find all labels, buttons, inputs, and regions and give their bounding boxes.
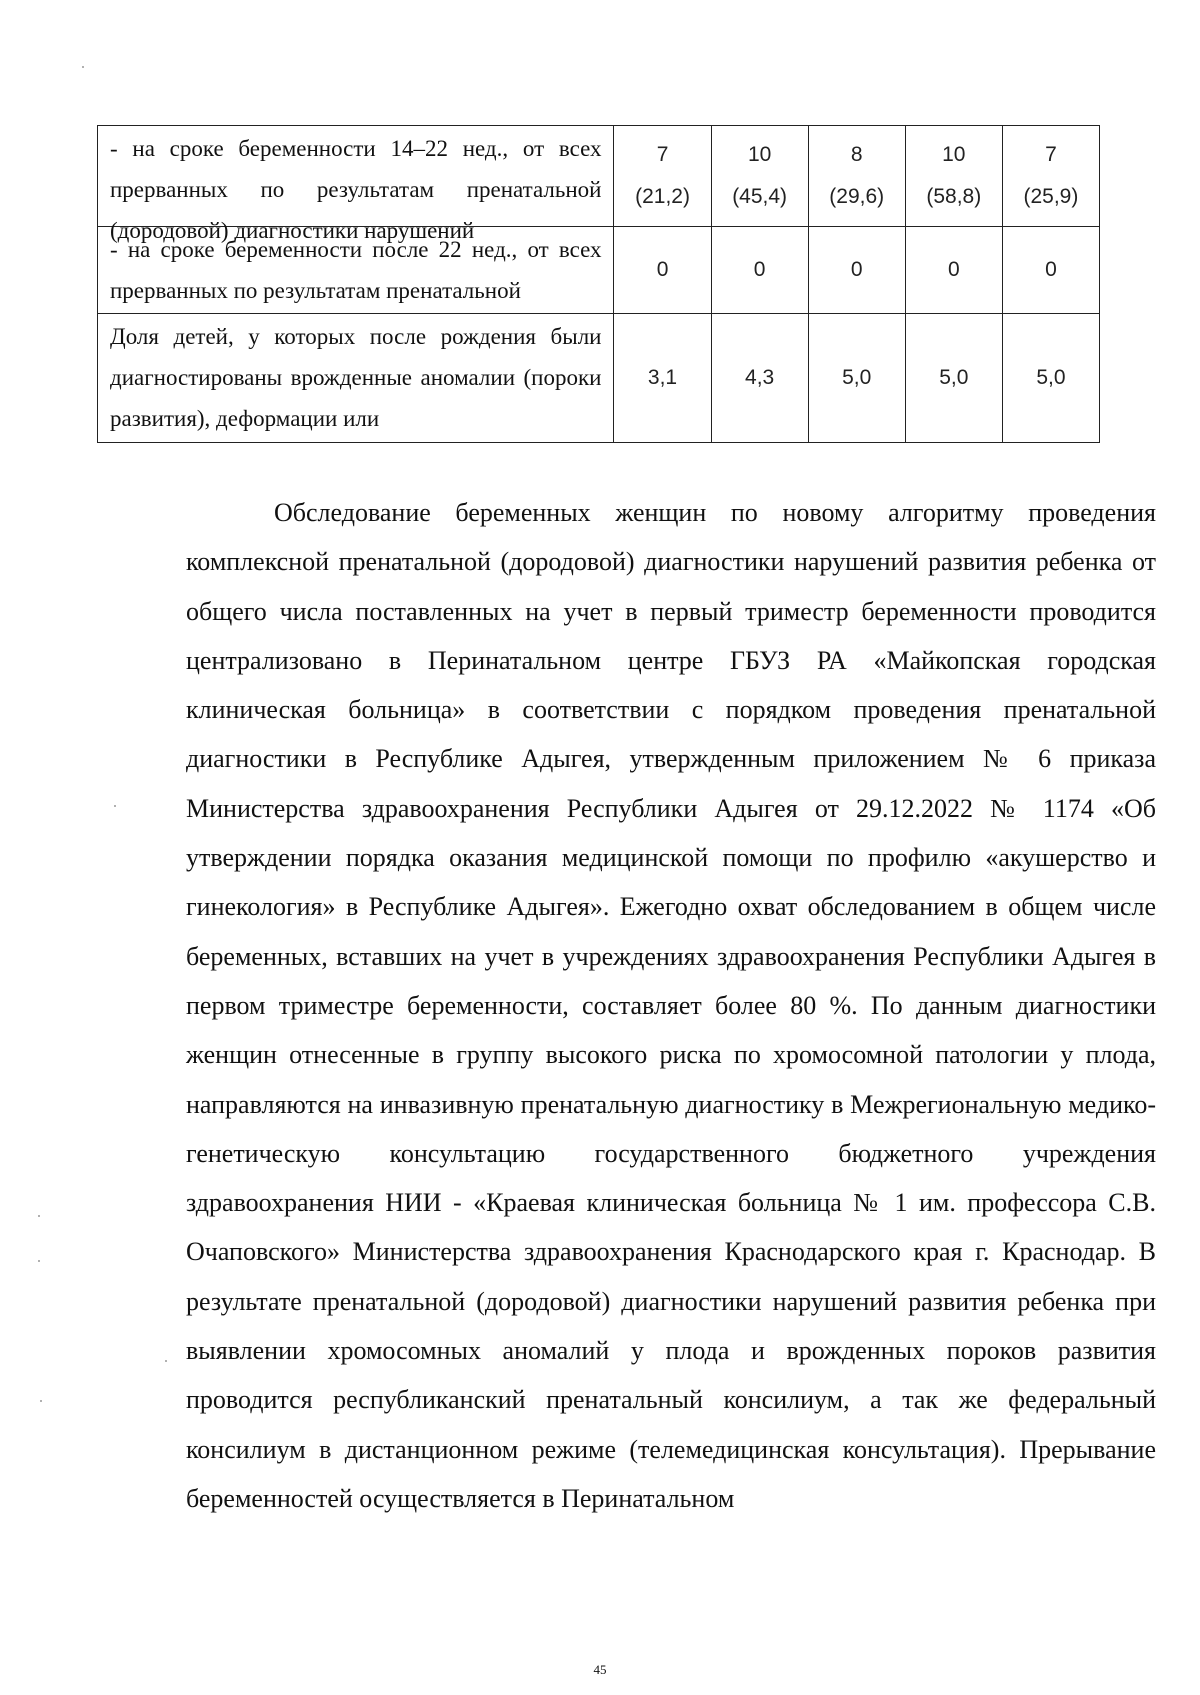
scan-speck bbox=[38, 1215, 40, 1217]
value-cell bbox=[808, 126, 905, 227]
body-text bbox=[186, 488, 1156, 1523]
count-value: 7 bbox=[1045, 143, 1057, 166]
row-label: Доля детей, у которых после рождения были диагностированы врожденные аномалии (пороки развития), деформации или bbox=[110, 324, 602, 431]
value-cell: 3,1 bbox=[614, 314, 711, 443]
table-row bbox=[98, 314, 1100, 443]
count-value: 7 bbox=[656, 143, 669, 166]
scan-speck bbox=[114, 805, 116, 807]
value-cell: 0 bbox=[808, 227, 905, 314]
value-cell bbox=[614, 126, 711, 227]
row-label-cell bbox=[98, 126, 614, 243]
value-cell: 5,0 bbox=[905, 314, 1002, 443]
scan-speck bbox=[165, 1360, 167, 1362]
statistics-table bbox=[97, 125, 1100, 443]
row-label-cell bbox=[98, 227, 614, 314]
value-cell: 0 bbox=[1002, 227, 1099, 314]
percent-value: (25,9) bbox=[1023, 185, 1079, 208]
value-cell: 0 bbox=[614, 227, 711, 314]
paragraph: Обследование беременных женщин по новому алгоритму проведения комплексной пренатальной (дородовой) диагностики нарушений развития ребенка от общего числа поставленных на учет в первый триместр беременности проводится централизовано в Перинатальном центре ГБУЗ РА «Майкопская городская клиническая больница» в соответствии с порядком проведения пренатальной диагностики в Республике Адыгея, утвержденным приложением № 6 приказа Министерства здравоохранения Республики Адыгея от 29.12.2022 № 1174 «Об утверждении порядка оказания медицинской помощи по профилю «акушерство и гинекология» в Республике Адыгея». Ежегодно охват обследованием в общем числе беременных, вставших на учет в учреждениях здравоохранения Республики Адыгея в первом триместре беременности, составляет более 80 %. По данным диагностики женщин отнесенные в группу высокого риска по хромосомной патологии у плода, направляются на инвазивную пренатальную диагностику в Межрегиональную медико-генетическую консультацию государственного бюджетного учреждения здравоохранения НИИ - «Краевая клиническая больница № 1 им. профессора С.В. Очаповского» Министерства здравоохранения Краснодарского края г. Краснодар. В результате пренатальной (дородовой) диагностики нарушений развития ребенка при выявлении хромосомных аномалий у плода и врожденных пороков развития проводится республиканский пренатальный консилиум, а так же федеральный консилиум в дистанционном режиме (телемедицинская консультация). Прерывание беременностей осуществляется в Перинатальном bbox=[186, 498, 1156, 1513]
value-cell: 0 bbox=[711, 227, 808, 314]
value-cell: 5,0 bbox=[808, 314, 905, 443]
count-value: 8 bbox=[850, 143, 863, 166]
value-cell: 4,3 bbox=[711, 314, 808, 443]
percent-value: (58,8) bbox=[926, 185, 982, 208]
value-cell: 0 bbox=[905, 227, 1002, 314]
table-row bbox=[98, 126, 1100, 227]
value-cell bbox=[1002, 126, 1099, 227]
value-cell: 5,0 bbox=[1002, 314, 1099, 443]
row-label: - на сроке беременности после 22 нед., от всех прерванных по результатам пренатальной bbox=[110, 237, 602, 303]
row-label: - на сроке беременности 14–22 нед., от всех прерванных по результатам пренатальной (дородовой) диагностики нарушений bbox=[110, 136, 602, 243]
scan-speck bbox=[82, 66, 84, 68]
percent-value: (29,6) bbox=[829, 185, 885, 208]
value-cell bbox=[905, 126, 1002, 227]
page-number: 45 bbox=[593, 1662, 607, 1677]
scan-speck bbox=[40, 1400, 42, 1402]
scan-speck bbox=[38, 1260, 40, 1262]
count-value: 10 bbox=[747, 143, 772, 166]
value-cell bbox=[711, 126, 808, 227]
percent-value: (45,4) bbox=[732, 185, 788, 208]
count-value: 10 bbox=[942, 143, 966, 166]
table-row bbox=[98, 227, 1100, 314]
row-label-cell bbox=[98, 314, 614, 443]
percent-value: (21,2) bbox=[635, 185, 690, 208]
